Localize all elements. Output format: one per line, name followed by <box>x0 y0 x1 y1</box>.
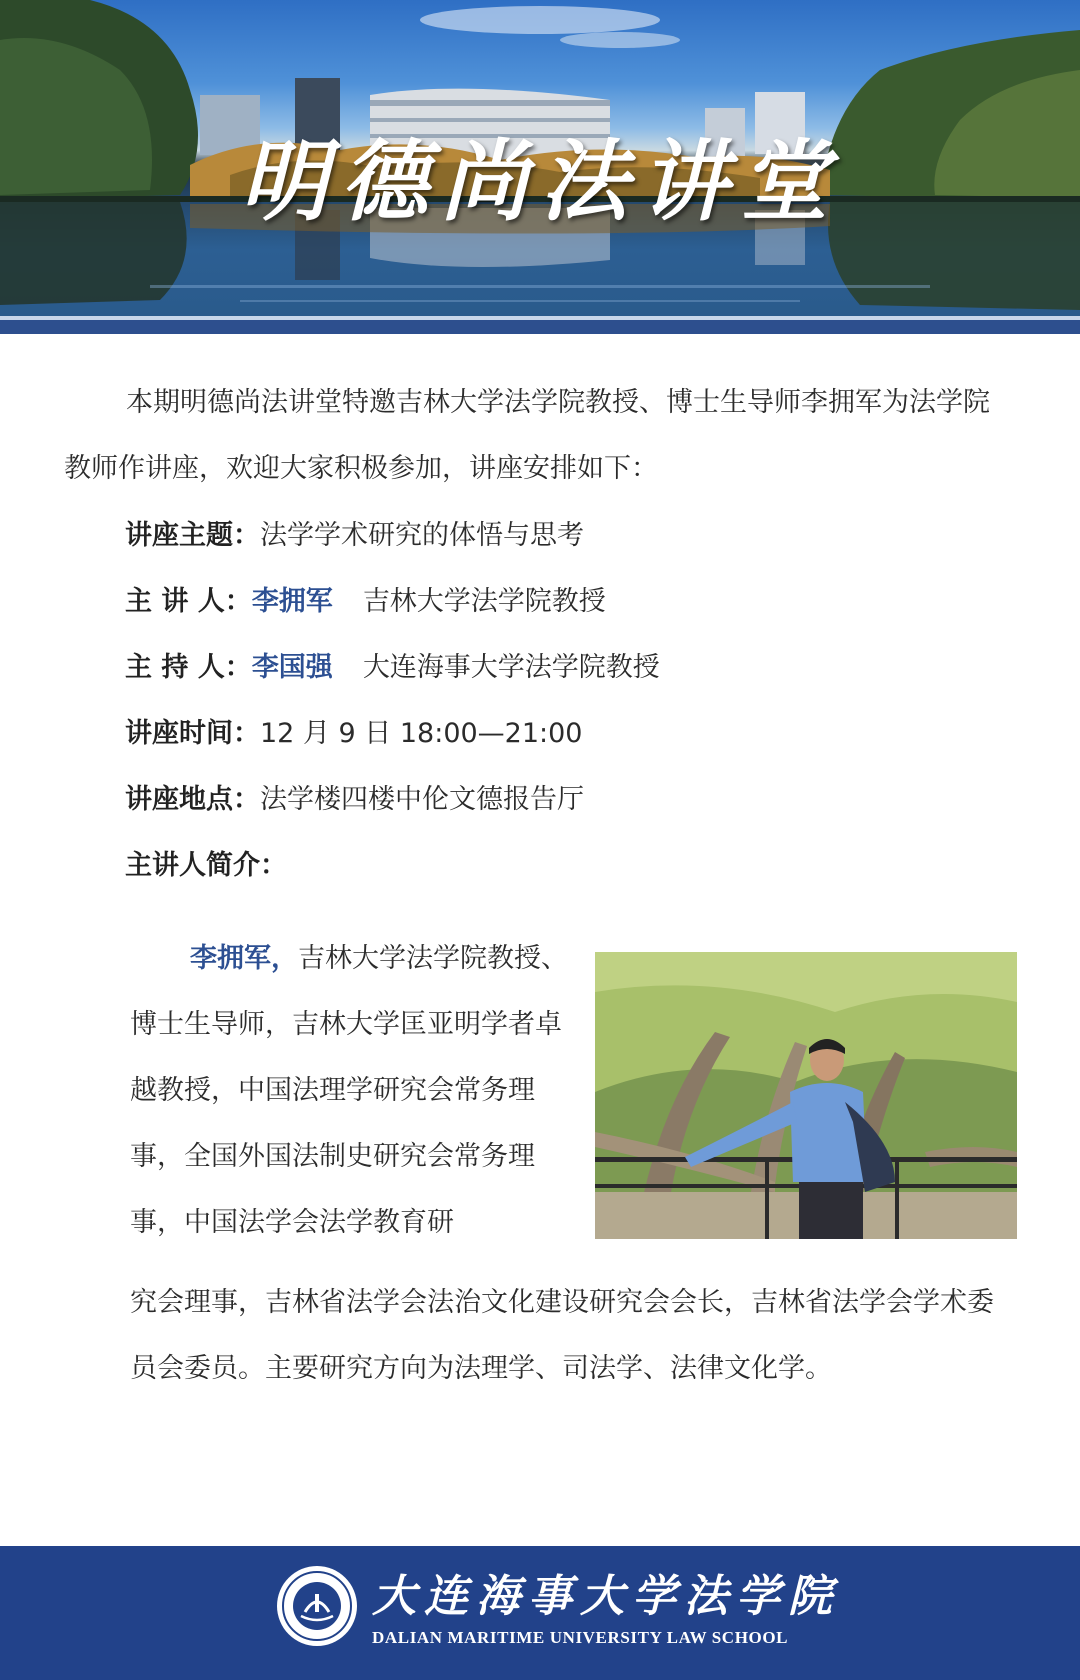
topic-label: 讲座主题： <box>125 520 260 551</box>
place-label: 讲座地点： <box>125 784 260 815</box>
time-value: 12 月 9 日 18:00—21:00 <box>260 718 583 749</box>
intro-paragraph: 本期明德尚法讲堂特邀吉林大学法学院教授、博士生导师李拥军为法学院教师作讲座，欢迎大家积极参加，讲座安排如下： <box>64 387 990 484</box>
footer-school-name-en: DALIAN MARITIME UNIVERSITY LAW SCHOOL <box>372 1628 789 1647</box>
host-row <box>125 648 660 688</box>
footer-bar <box>0 1546 1080 1680</box>
speaker-row <box>125 582 606 622</box>
host-title: 大连海事大学法学院教授 <box>362 652 660 683</box>
banner-divider <box>0 320 1080 334</box>
university-seal-icon <box>275 1564 359 1648</box>
footer-school-name-cn: 大连海事大学法学院 <box>372 1571 840 1622</box>
bio-name: 李拥军， <box>190 943 298 974</box>
bio-paragraph-bottom: 究会理事，吉林省法学会法治文化建设研究会会长，吉林省法学会学术委员会委员。主要研究方向为法理学、司法学、法律文化学。 <box>130 1287 994 1384</box>
bio-paragraph-top <box>130 926 570 1256</box>
place-value: 法学楼四楼中伦文德报告厅 <box>260 784 584 815</box>
header-banner <box>0 0 1080 320</box>
bio-heading: 主讲人简介： <box>125 850 287 881</box>
speaker-title: 吉林大学法学院教授 <box>362 586 606 617</box>
speaker-photo <box>595 952 1017 1239</box>
host-name: 李国强 <box>251 652 333 683</box>
speaker-name: 李拥军 <box>251 586 333 617</box>
time-label: 讲座时间： <box>125 718 260 749</box>
speaker-portrait-image <box>595 952 1017 1239</box>
place-row <box>125 780 584 820</box>
banner-title: 明德尚法讲堂 <box>239 129 840 233</box>
bio-text-part1: 吉林大学法学院教授、博士生导师，吉林大学匡亚明学者卓越教授，中国法理学研究会常务理事，全国外国法制史研究会常务理事，中国法学会法学教育研 <box>130 943 568 1238</box>
host-label: 主 持 人： <box>125 652 252 683</box>
time-row <box>125 714 582 754</box>
speaker-label: 主 讲 人： <box>125 586 252 617</box>
topic-row <box>125 516 584 556</box>
topic-value: 法学学术研究的体悟与思考 <box>260 520 584 551</box>
bio-heading-row <box>125 846 287 886</box>
